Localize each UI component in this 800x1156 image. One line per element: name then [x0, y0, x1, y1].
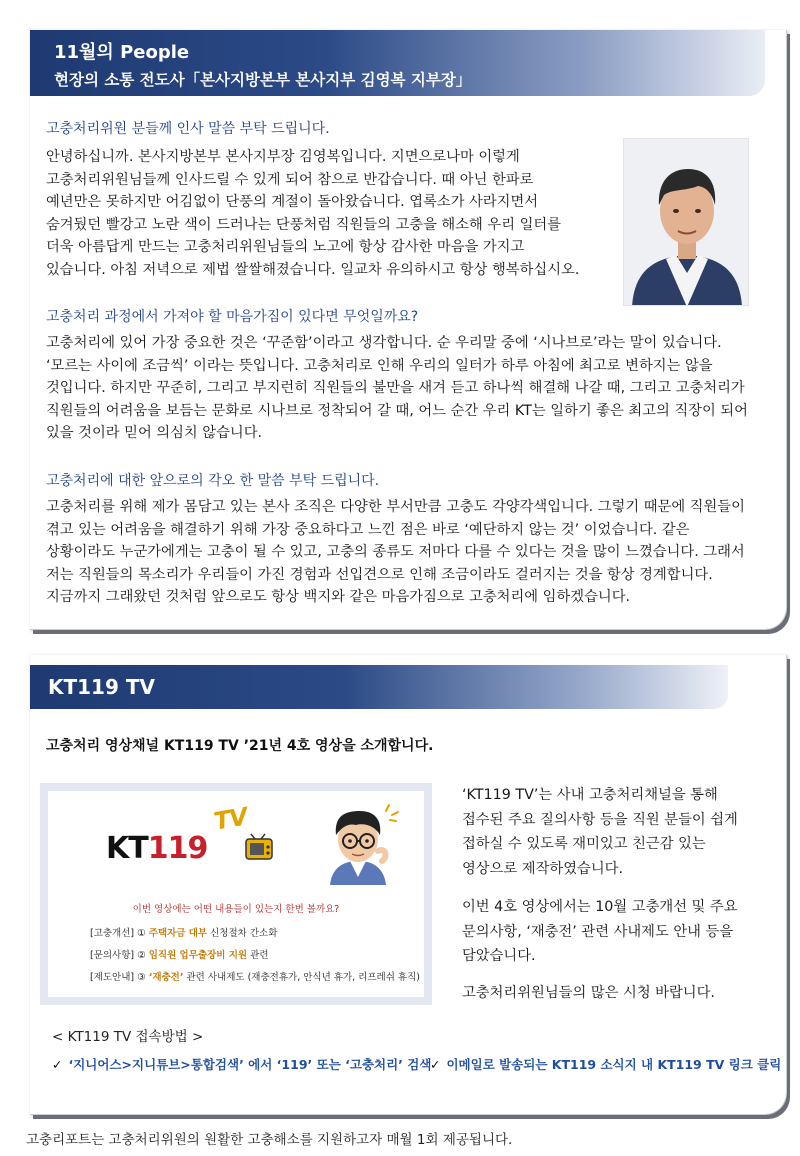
answer-3-line: 고충처리를 위해 제가 몸담고 있는 본사 조직은 다양한 부서만큼 고충도 각양각색입니다. 그렇기 때문에 직원들이	[46, 499, 745, 515]
desc-line: 담았습니다.	[462, 948, 536, 965]
item-tag: [고충개선]	[90, 928, 135, 939]
item-highlight: 임직원 업무출장비 지원	[148, 950, 248, 961]
cartoon-character-icon	[316, 801, 400, 885]
access-method-heading: < KT119 TV 접속방법 >	[52, 1029, 204, 1045]
thumbnail-item-1	[90, 925, 277, 939]
thumbnail-canvas	[48, 791, 424, 997]
answer-2-line: ‘모르는 사이에 조금씩’ 이라는 뜻입니다. 고충처리로 인해 우리의 일터가 하루 아침에 최고로 변하지는 않을	[46, 357, 713, 374]
tv-set-icon	[244, 833, 274, 863]
item-rest: 관련 사내제도 (재충전휴가, 안식년 휴가, 리프레쉬 휴직)	[186, 972, 420, 983]
item-number: ①	[137, 928, 146, 939]
check-icon: ✓	[52, 1057, 63, 1072]
tv-description-3: 고충처리위원님들의 많은 시청 바랍니다.	[462, 985, 715, 1001]
item-number: ③	[137, 972, 146, 983]
answer-2-line: 있을 것이라 믿어 의심치 않습니다.	[46, 425, 263, 442]
desc-line: 영상으로 제작하였습니다.	[462, 860, 624, 877]
item-rest: 신청절차 간소화	[210, 928, 278, 939]
answer-1-line: 더욱 아름답게 만드는 고충처리위원님들의 노고에 항상 감사한 마음을 가지고	[46, 239, 525, 256]
answer-1	[46, 146, 606, 282]
answer-2-line: 고충처리에 있어 가장 중요한 것은 ‘꾸준함’이라고 생각합니다. 순 우리말 중에 ‘시나브로’라는 말이 있습니다.	[46, 335, 722, 351]
question-3: 고충처리에 대한 앞으로의 각오 한 말씀 부탁 드립니다.	[46, 473, 380, 489]
interviewee-photo	[623, 138, 749, 306]
method-2-text: 이메일로 발송되는 KT119 소식지 내 KT119 TV 링크 클릭	[446, 1057, 782, 1072]
answer-2	[46, 332, 770, 445]
answer-3	[46, 496, 770, 609]
answer-3-line: 겪고 있는 어려움을 해결하기 위해 가장 중요하다고 느낀 점은 바로 ‘예단하지 않는 것’ 이었습니다. 같은	[46, 521, 690, 538]
logo-tv: TV	[211, 802, 250, 836]
question-2: 고충처리 과정에서 가져야 할 마음가짐이 있다면 무엇일까요?	[46, 309, 419, 325]
desc-line: ‘KT119 TV’는 사내 고충처리채널을 통해	[462, 787, 718, 803]
item-number: ②	[137, 950, 146, 961]
answer-1-line: 안녕하십니까. 본사지방본부 본사지부장 김영복입니다. 지면으로나마 이렇게	[46, 149, 520, 165]
video-thumbnail[interactable]	[40, 783, 432, 1005]
thumbnail-item-3	[90, 969, 420, 983]
answer-2-line: 것입니다. 하지만 꾸준히, 그리고 부지런히 직원들의 불만을 새겨 듣고 하나씩 해결해 나갈 때, 그리고 고충처리가	[46, 380, 745, 397]
item-highlight: 주택자금 대부	[148, 928, 208, 939]
desc-line: 이번 4호 영상에서는 10월 고충개선 및 주요	[462, 899, 738, 915]
answer-3-line: 지금까지 그래왔던 것처럼 앞으로도 항상 백지와 같은 마음가짐으로 고충처리에 임하겠습니다.	[46, 589, 631, 606]
desc-line: 접하실 수 있도록 재미있고 친근감 있는	[462, 836, 706, 853]
thumbnail-question: 이번 영상에는 어떤 내용들이 있는지 한번 볼까요?	[132, 904, 340, 915]
tv-description-2	[462, 895, 762, 969]
tv-title: KT119 TV	[48, 675, 155, 699]
check-icon: ✓	[430, 1057, 441, 1072]
answer-3-line: 저는 직원들의 목소리가 우리들이 가진 경험과 선입견으로 인해 조금이라도 걸러지는 것을 항상 경계합니다.	[46, 566, 713, 583]
item-tag: [문의사항]	[90, 950, 135, 961]
answer-1-line: 예년만은 못하지만 어김없이 단풍의 계절이 돌아왔습니다. 엽록소가 사라지면서	[46, 194, 539, 211]
item-rest: 관련	[250, 950, 269, 961]
tv-description	[462, 783, 762, 881]
tv-intro: 고충처리 영상채널 KT119 TV ’21년 4호 영상을 소개합니다.	[46, 738, 434, 754]
question-1: 고충처리위원 분들께 인사 말씀 부탁 드립니다.	[46, 121, 330, 137]
kt119-tv-section	[30, 655, 787, 1115]
answer-2-line: 직원들의 어려움을 보듬는 문화로 시나브로 정착되어 갈 때, 어느 순간 우리 KT는 일하기 좋은 최고의 직장이 되어	[46, 402, 748, 419]
thumbnail-item-2	[90, 947, 269, 961]
logo-119: 119	[147, 831, 208, 866]
item-tag: [제도안내]	[90, 972, 135, 983]
desc-line: 문의사항, ‘재충전’ 관련 사내제도 안내 등을	[462, 923, 734, 940]
tv-header	[30, 665, 728, 709]
access-method-2	[430, 1055, 781, 1073]
answer-1-line: 고충처리위원님들께 인사드릴 수 있게 되어 참으로 반갑습니다. 때 아닌 한파로	[46, 171, 534, 188]
people-subtitle: 현장의 소통 전도사「본사지방본부 본사지부 김영복 지부장」	[54, 71, 472, 89]
desc-line: 접수된 주요 질의사항 등을 직원 분들이 쉽게	[462, 811, 738, 828]
footer-note: 고충리포트는 고충처리위원의 원활한 고충해소를 지원하고자 매월 1회 제공됩니다.	[26, 1132, 513, 1148]
answer-3-line: 상황이라도 누군가에게는 고충이 될 수 있고, 고충의 종류도 저마다 다를 수 있다는 것을 많이 느꼈습니다. 그래서	[46, 544, 745, 561]
answer-1-line: 숨겨뒀던 빨강고 노란 색이 드러나는 단풍처럼 직원들의 고충을 해소해 우리 일터를	[46, 216, 562, 233]
kt119-logo	[106, 802, 250, 866]
people-header	[30, 30, 765, 96]
people-title: 11월의 People	[54, 42, 190, 63]
logo-kt: KT	[106, 831, 148, 866]
answer-1-line: 있습니다. 아침 저녁으로 제법 쌀쌀해졌습니다. 일교차 유의하시고 항상 행복하십시오.	[46, 261, 580, 278]
method-1-text: ‘지니어스>지니튜브>통합검색’ 에서 ‘119’ 또는 ‘고충처리’ 검색	[68, 1057, 432, 1072]
access-method-1	[52, 1055, 431, 1073]
people-section	[30, 30, 787, 630]
item-highlight: ‘재충전’	[148, 972, 184, 983]
